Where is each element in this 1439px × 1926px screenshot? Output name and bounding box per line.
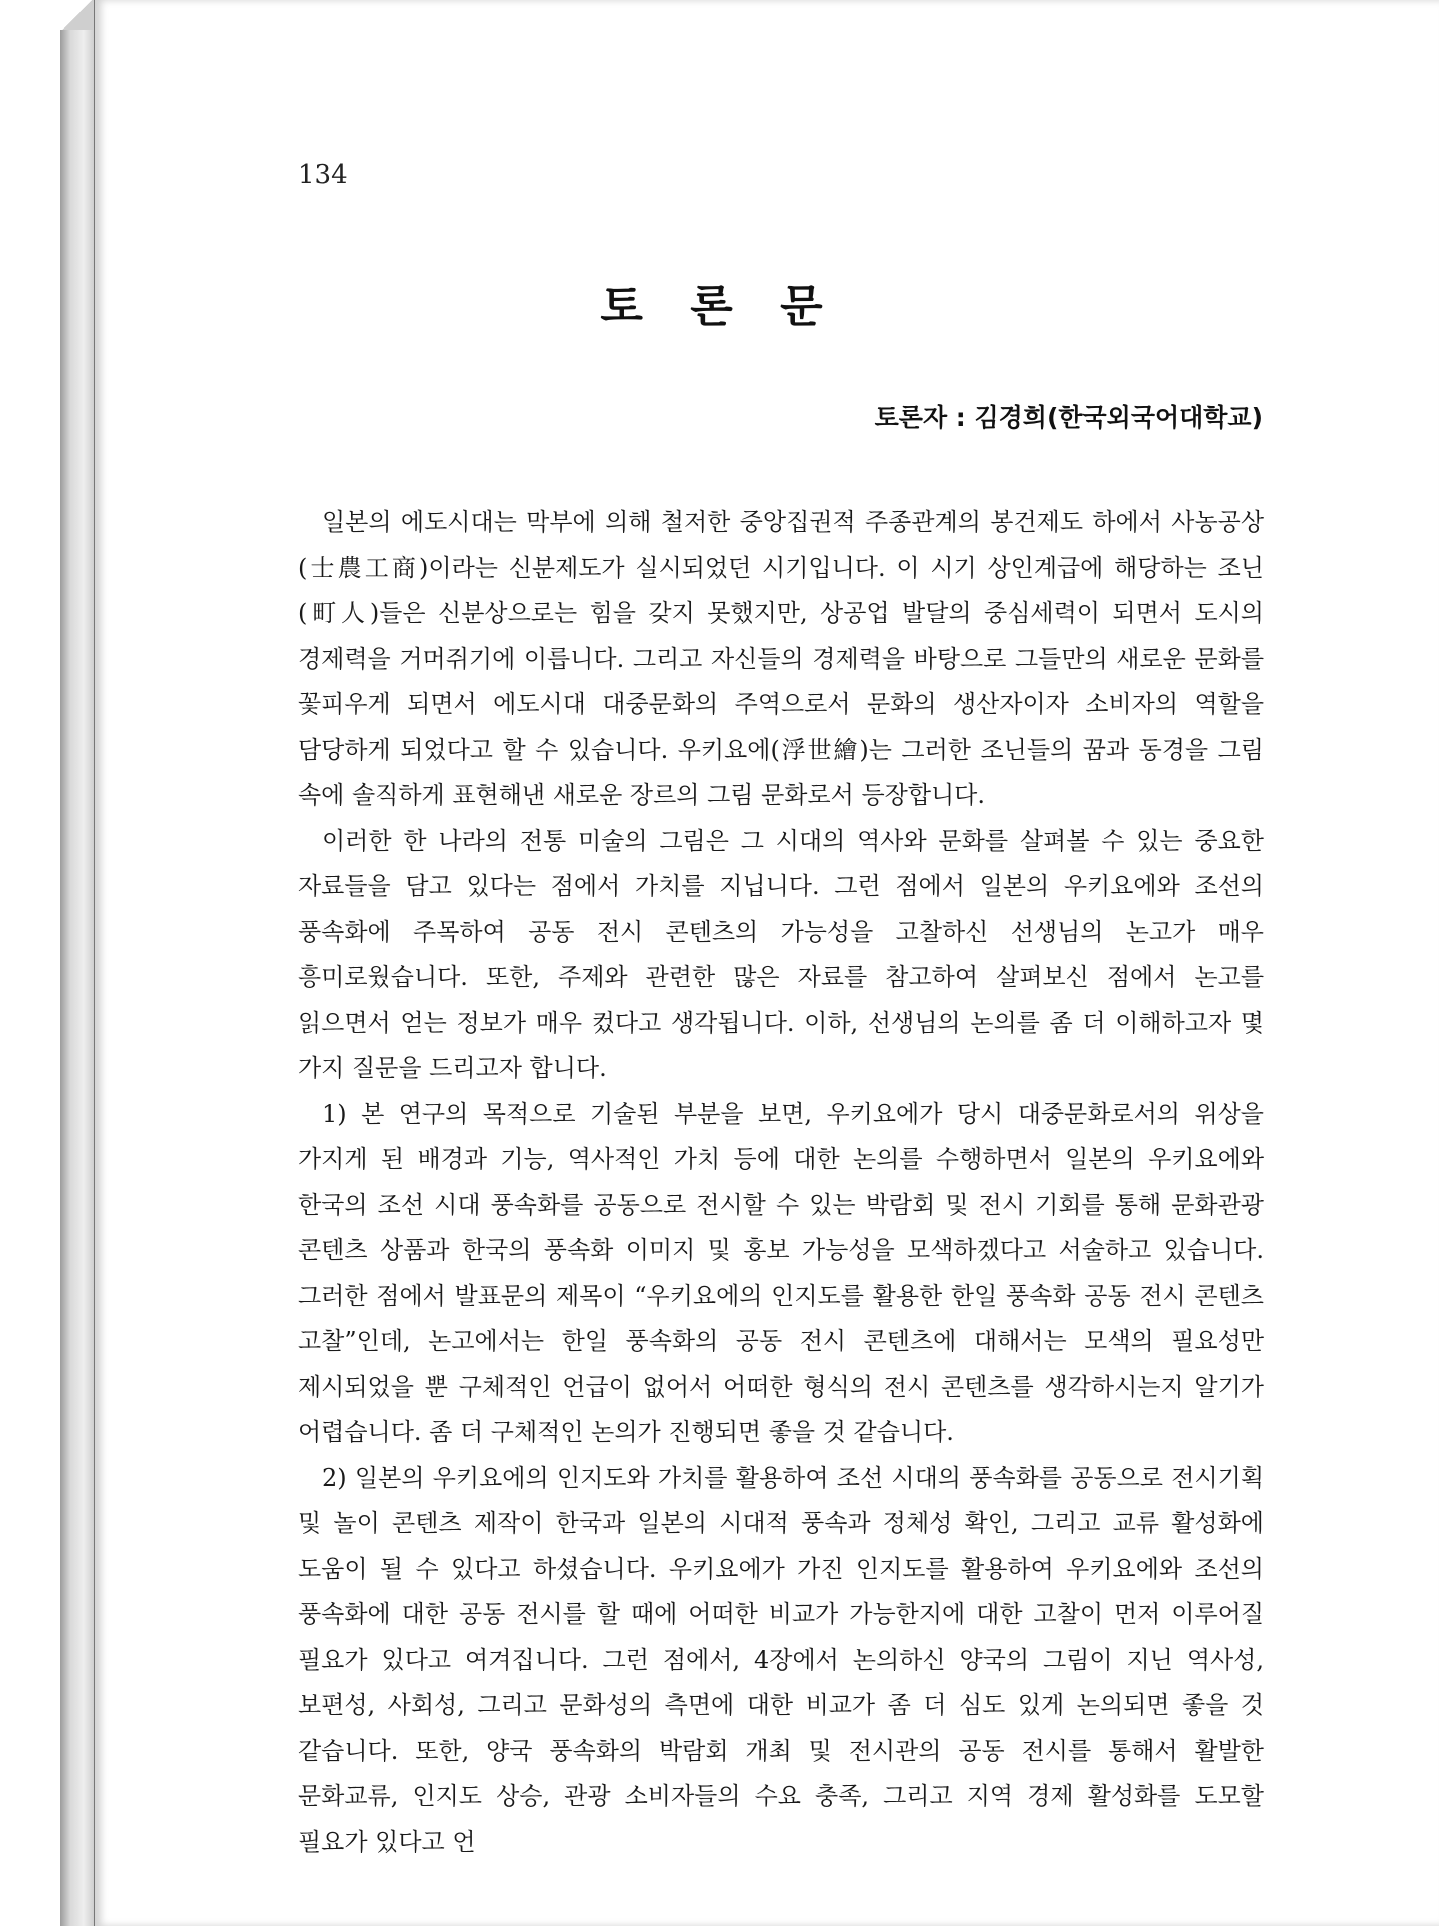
paragraph-4: 2) 일본의 우키요에의 인지도와 가치를 활용하여 조선 시대의 풍속화를 공동으로 전시기획 및 놀이 콘텐츠 제작이 한국과 일본의 시대적 풍속과 정체성 확인, 그리고 교류 활성화에 도움이 될 수 있다고 하셨습니다. 우키요에가 가진 인지도를 활용하여 우키요에와 조선의 풍속화에 대한 공동 전시를 할 때에 어떠한 비교가 가능한지에 대한 고찰이 먼저 이루어질 필요가 있다고 여겨집니다. 그런 점에서, 4장에서 논의하신 양국의 그림이 지닌 역사성, 보편성, 사회성, 그리고 문화성의 측면에 대한 비교가 좀 더 심도 있게 논의되면 좋을 것 같습니다. 또한, 양국 풍속화의 박람회 개최 및 전시관의 공동 전시를 통해서 활발한 문화교류, 인지도 상승, 관광 소비자들의 수요 충족, 그리고 지역 경제 활성화를 도모할 필요가 있다고 언 bbox=[298, 1463, 1264, 1856]
discussant-line: 토론자 : 김경희(한국외국어대학교) bbox=[874, 403, 1263, 432]
book-spine-corner bbox=[60, 0, 94, 30]
paragraph-3: 1) 본 연구의 목적으로 기술된 부분을 보면, 우키요에가 당시 대중문화로서의 위상을 가지게 된 배경과 기능, 역사적인 가치 등에 대한 논의를 수행하면서 일본의 우키요에와 한국의 조선 시대 풍속화를 공동으로 전시할 수 있는 박람회 및 전시 기회를 통해 문화관광 콘텐츠 상품과 한국의 풍속화 이미지 및 홍보 가능성을 모색하겠다고 서술하고 있습니다. 그러한 점에서 발표문의 제목이 “우키요에의 인지도를 활용한 한일 풍속화 공동 전시 콘텐츠 고찰”인데, 논고에서는 한일 풍속화의 공동 전시 콘텐츠에 대해서는 모색의 필요성만 제시되었을 뿐 구체적인 언급이 없어서 어떠한 형식의 전시 콘텐츠를 생각하시는지 알기가 어렵습니다. 좀 더 구체적인 논의가 진행되면 좋을 것 같습니다. bbox=[298, 1099, 1265, 1446]
paragraph-2: 이러한 한 나라의 전통 미술의 그림은 그 시대의 역사와 문화를 살펴볼 수 있는 중요한 자료들을 담고 있다는 점에서 가치를 지닙니다. 그런 점에서 일본의 우키요에와 조선의 풍속화에 주목하여 공동 전시 콘텐츠의 가능성을 고찰하신 선생님의 논고가 매우 흥미로웠습니다. 또한, 주제와 관련한 많은 자료를 참고하여 살펴보신 점에서 논고를 읽으면서 얻는 정보가 매우 컸다고 생각됩니다. 이하, 선생님의 논의를 좀 더 이해하고자 몇 가지 질문을 드리고자 합니다. bbox=[298, 826, 1264, 1082]
paragraph-1: 일본의 에도시대는 막부에 의해 철저한 중앙집권적 주종관계의 봉건제도 하에서 사농공상(士農工商)이라는 신분제도가 실시되었던 시기입니다. 이 시기 상인계급에 해당하는 조닌(町人)들은 신분상으로는 힘을 갖지 못했지만, 상공업 발달의 중심세력이 되면서 도시의 경제력을 거머쥐기에 이릅니다. 그리고 자신들의 경제력을 바탕으로 그들만의 새로운 문화를 꽃피우게 되면서 에도시대 대중문화의 주역으로서 문화의 생산자이자 소비자의 역할을 담당하게 되었다고 할 수 있습니다. 우키요에(浮世繪)는 그러한 조닌들의 꿈과 동경을 그림 속에 솔직하게 표현해낸 새로운 장르의 그림 문화로서 등장합니다. bbox=[298, 508, 1264, 809]
page-number: 134 bbox=[298, 160, 348, 190]
body-text bbox=[298, 500, 1264, 1865]
page-title: 토 론 문 bbox=[600, 281, 839, 332]
